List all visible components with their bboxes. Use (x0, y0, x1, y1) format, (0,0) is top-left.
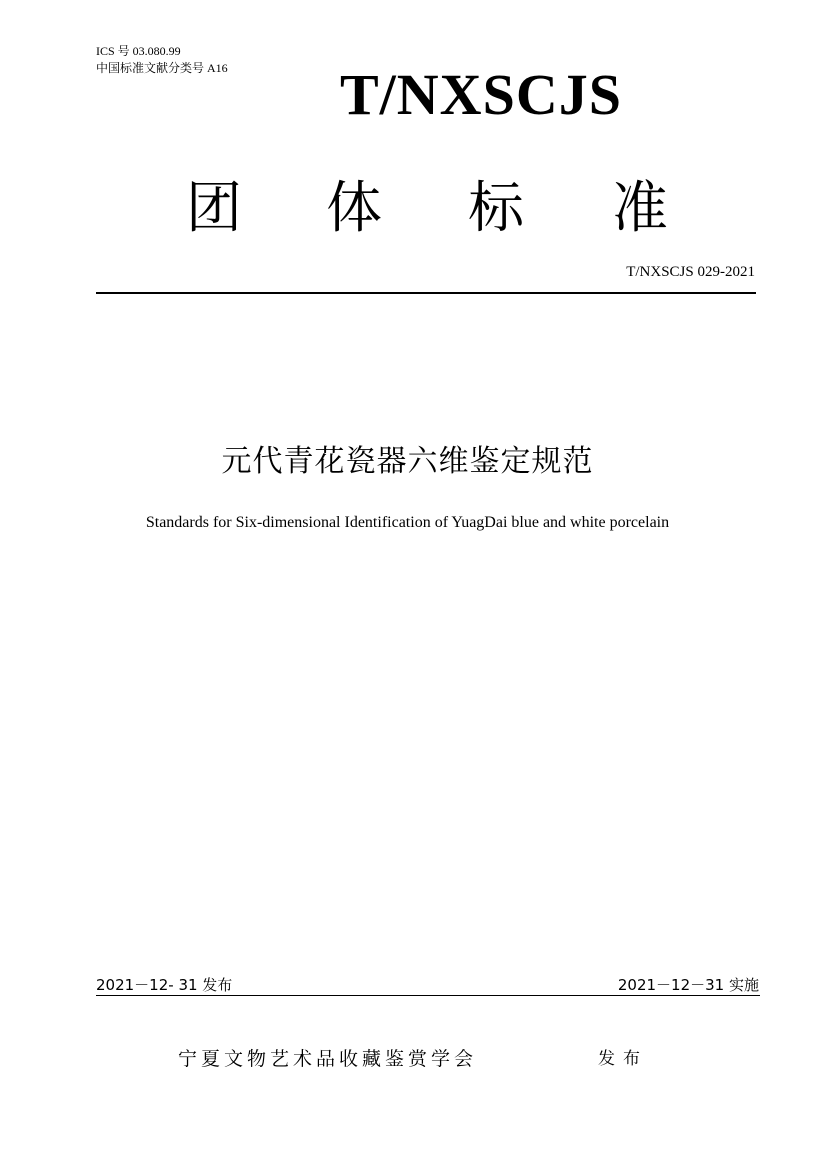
title-english: Standards for Six-dimensional Identification of YuagDai blue and white porcelain (145, 514, 670, 531)
footer-divider (96, 995, 760, 996)
doc-type-char-2: 体 (326, 176, 382, 241)
ccs-number: 中国标准文献分类号 A16 (96, 61, 228, 75)
issuing-organization: 宁夏文物艺术品收藏鉴赏学会 (178, 1048, 478, 1070)
header-divider (96, 292, 756, 294)
document-type-heading (0, 176, 815, 246)
implementation-date: 2021－12－31 实施 (617, 976, 759, 994)
publish-label: 发布 (598, 1049, 648, 1069)
organization-code: T/NXSCJS (340, 62, 622, 127)
doc-type-char-4: 准 (612, 176, 668, 241)
standard-number: T/NXSCJS 029-2021 (626, 264, 755, 280)
ics-number: ICS 号 03.080.99 (96, 44, 181, 58)
title-chinese: 元代青花瓷器六维鉴定规范 (221, 444, 594, 479)
doc-type-char-1: 团 (186, 176, 242, 241)
doc-type-char-3: 标 (468, 176, 524, 241)
issue-date: 2021－12- 31 发布 (96, 976, 233, 994)
classification-block (96, 43, 228, 77)
